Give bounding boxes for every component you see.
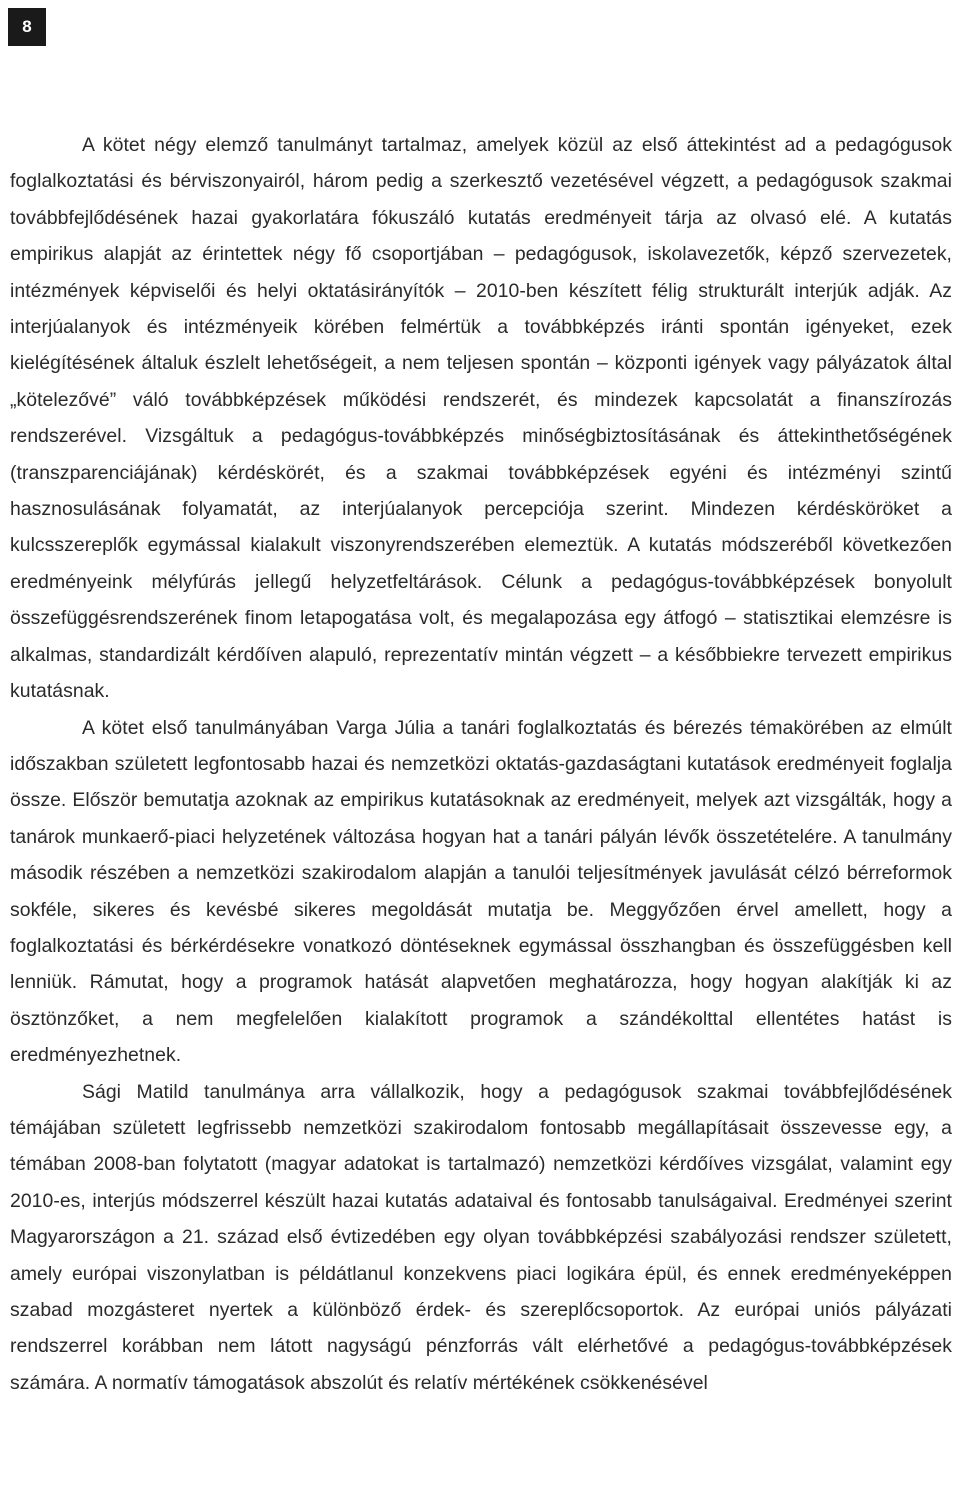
page-body [10, 127, 952, 1401]
paragraph-sagi: Sági Matild tanulmánya arra vállalkozik, hogy a pedagógusok szakmai továbbfejlődésének témájában született legfrissebb nemzetközi szakirodalom fontosabb megállapításait összevesse egy, a témában 2008-ban folytatott (magyar adatokat is tartalmazó) nemzetközi kérdőíves vizsgálat, valamint egy 2010-es, interjús módszerrel készült hazai kutatás adataival és fontosabb tanulságaival. Eredményei szerint Magyarországon a 21. század első évtizedében egy olyan továbbképzési szabályozási rendszer született, amely európai viszonylatban is példátlanul konzekvens piaci logikára épül, és ennek eredményeképpen szabad mozgásteret nyertek a különböző érdek- és szereplőcsoportok. Az európai uniós pályázati rendszerrel korábban nem látott nagyságú pénzforrás vált elérhetővé a pedagógus-továbbképzések számára. A normatív támogatások abszolút és relatív mértékének csökkenésével [10, 1080, 952, 1394]
paragraph-intro: A kötet négy elemző tanulmányt tartalmaz, amelyek közül az első áttekintést ad a pedagógusok foglalkoztatási és bérviszonyairól, három pedig a szerkesztő vezetésével végzett, a pedagógusok szakmai továbbfejlődésének hazai gyakorlatára fókuszáló kutatás eredményeit tárja az olvasó elé. A kutatás empirikus alapját az érintettek négy fő csoportjában – pedagógusok, iskolavezetők, képző szervezetek, intézmények képviselői és helyi oktatásirányítók – 2010-ben készített félig strukturált interjúk adják. Az interjúalanyok és intézményeik körében felmértük a továbbképzés iránti spontán igényeket, ezek kielégítésének általuk észlelt lehetőségeit, a nem teljesen spontán – központi igények vagy pályázatok által „kötelezővé” váló továbbképzések működési rendszerét, és mindezek kapcsolatát a finanszírozás rendszerével. Vizsgáltuk a pedagógus-továbbképzés minőségbiztosításának és áttekinthetőségének (transzparenciájának) kérdéskörét, és a szakmai továbbképzések egyéni és intézményi szintű hasznosulásának folyamatát, az interjúalanyok percepciója szerint. Mindezen kérdésköröket a kulcsszereplők egymással kialakult viszonyrendszerében elemeztük. A kutatás módszeréből következően eredményeink mélyfúrás jellegű helyzetfeltárások. Célunk a pedagógus-továbbképzések bonyolult összefüggésrendszerének finom letapogatása volt, és megalapozása egy átfogó – statisztikai elemzésre is alkalmas, standardizált kérdőíven alapuló, reprezentatív mintán végzett – a későbbiekre tervezett empirikus kutatásnak. [10, 134, 952, 703]
page-number-badge: 8 [8, 8, 46, 46]
paragraph-varga: A kötet első tanulmányában Varga Júlia a tanári foglalkoztatás és bérezés témakörében az elmúlt időszakban született legfontosabb hazai és nemzetközi oktatás-gazdaságtani kutatások eredményeit foglalja össze. Először bemutatja azoknak az empirikus kutatásoknak az eredményeit, melyek azt vizsgálták, hogy a tanárok munkaerő-piaci helyzetének változása hogyan hat a tanári pályán lévők összetételére. A tanulmány második részében a nemzetközi szakirodalom alapján a tanulói teljesítmények javulását célzó bérreformok sokféle, sikeres és kevésbé sikeres megoldását mutatja be. Meggyőzően érvel amellett, hogy a foglalkoztatási és bérkérdésekre vonatkozó döntéseknek egymással összhangban és összefüggésben kell lenniük. Rámutat, hogy a programok hatását alapvetően meghatározza, hogy hogyan alakítják ki az ösztönzőket, a nem megfelelően kialakított programok a szándékolttal ellentétes hatást is eredményezhetnek. [10, 716, 952, 1067]
